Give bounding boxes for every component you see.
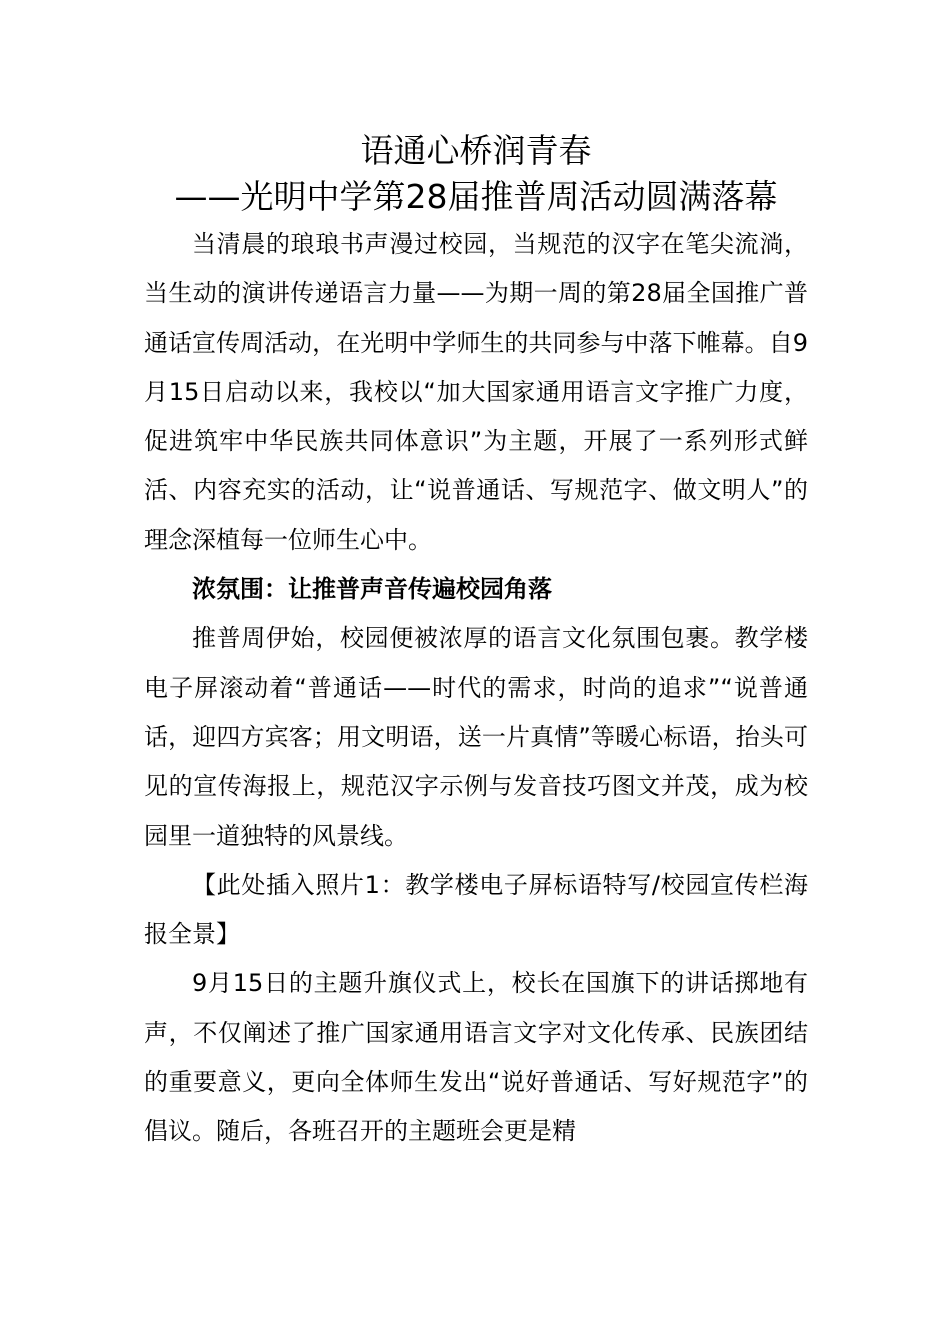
document-page (144, 128, 808, 1157)
section-paragraph: 推普周伊始，校园便被浓厚的语言文化氛围包裹。教学楼电子屏滚动着“普通话——时代的需求，时尚的追求”“说普通话，迎四方宾客；用文明语，送一片真情”等暖心标语，抬头可见的宣传海报上，规范汉字示例与发音技巧图文并茂，成为校园里一道独特的风景线。 (144, 624, 808, 850)
closing-paragraph: 9月15日的主题升旗仪式上，校长在国旗下的讲话掷地有声，不仅阐述了推广国家通用语言文字对文化传承、民族团结的重要意义，更向全体师生发出“说好普通话、写好规范字”的倡议。随后，各班召开的主题班会更是精 (144, 969, 808, 1146)
photo-placeholder: 【此处插入照片1：教学楼电子屏标语特写/校园宣传栏海报全景】 (144, 870, 808, 949)
document-title: 语通心桥润青春 (360, 131, 592, 170)
document-subtitle: ——光明中学第28届推普周活动圆满落幕 (174, 177, 778, 216)
section-heading: 浓氛围：让推普声音传遍校园角落 (192, 575, 552, 604)
intro-paragraph: 当清晨的琅琅书声漫过校园，当规范的汉字在笔尖流淌，当生动的演讲传递语言力量——为期一周的第28届全国推广普通话宣传周活动，在光明中学师生的共同参与中落下帷幕。自9月15日启动以来，我校以“加大国家通用语言文字推广力度，促进筑牢中华民族共同体意识”为主题，开展了一系列形式鲜活、内容充实的活动，让“说普通话、写规范字、做文明人”的理念深植每一位师生心中。 (144, 230, 808, 554)
